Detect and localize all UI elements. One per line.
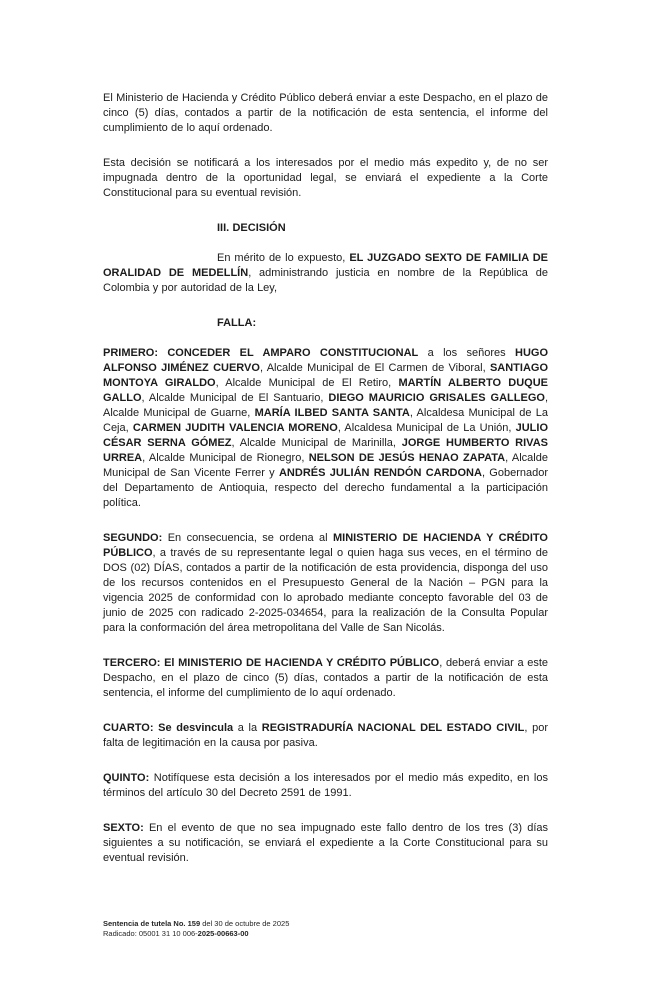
paragraph-quinto: QUINTO: Notifíquese esta decisión a los interesados por el medio más expedito, en los términos del artículo 30 del Decreto 2591 de 1991. — [103, 772, 548, 799]
heading-falla: FALLA: — [217, 317, 257, 329]
footer-radicado-line: Radicado: 05001 31 10 006-2025-00663-00 — [103, 929, 249, 938]
footer-sentencia-line: Sentencia de tutela No. 159 del 30 de octubre de 2025 — [103, 919, 290, 928]
paragraph-segundo: SEGUNDO: En consecuencia, se ordena al MINISTERIO DE HACIENDA Y CRÉDITO PÚBLICO, a través de su representante legal o quien haga sus veces, en el término de DOS (02) DÍAS, contados a partir de la notificación de esta providencia, disponga del uso de los recursos contenidos en el Presupuesto General de la Nación – PGN para la vigencia 2025 de conformidad con lo aprobado mediante concepto favorable del 03 de junio de 2025 con radicado 2-2025-034654, para la realización de la Consulta Popular para la conformación del área metropolitana del Valle de San Nicolás. — [103, 532, 548, 634]
paragraph-sexto: SEXTO: En el evento de que no sea impugnado este fallo dentro de los tres (3) días siguientes a su notificación, se enviará el expediente a la Corte Constitucional para su eventual revisión. — [103, 822, 548, 864]
document-body — [103, 91, 548, 886]
paragraph-cuarto: CUARTO: Se desvincula a la REGISTRADURÍA NACIONAL DEL ESTADO CIVIL, por falta de legitimación en la causa por pasiva. — [103, 722, 548, 749]
page-footer — [103, 919, 548, 939]
paragraph-notificacion-interesados: Esta decisión se notificará a los interesados por el medio más expedito y, de no ser impugnada dentro de la oportunidad legal, se enviará el expediente a la Corte Constitucional para su eventual revisión. — [103, 157, 548, 199]
heading-iii-decision: III. DECISIÓN — [217, 222, 286, 234]
paragraph-informe-cumplimiento: El Ministerio de Hacienda y Crédito Público deberá enviar a este Despacho, en el plazo de cinco (5) días, contados a partir de la notificación de esta sentencia, el informe del cumplimiento de lo aquí ordenado. — [103, 92, 548, 134]
paragraph-en-merito: En mérito de lo expuesto, EL JUZGADO SEXTO DE FAMILIA DE ORALIDAD DE MEDELLÍN, administrando justicia en nombre de la República de Colombia y por autoridad de la Ley, — [103, 252, 549, 294]
paragraph-primero: PRIMERO: CONCEDER EL AMPARO CONSTITUCIONAL a los señores HUGO ALFONSO JIMÉNEZ CUERVO, Alcalde Municipal de El Carmen de Viboral, SANTIAGO MONTOYA GIRALDO, Alcalde Municipal de El Retiro, MARTÍN ALBERTO DUQUE GALLO, Alcalde Municipal de El Santuario, DIEGO MAURICIO GRISALES GALLEGO, Alcalde Municipal de Guarne, MARÍA ILBED SANTA SANTA, Alcaldesa Municipal de La Ceja, CARMEN JUDITH VALENCIA MORENO, Alcaldesa Municipal de La Unión, JULIO CÉSAR SERNA GÓMEZ, Alcalde Municipal de Marinilla, JORGE HUMBERTO RIVAS URREA, Alcalde Municipal de Rionegro, NELSON DE JESÚS HENAO ZAPATA, Alcalde Municipal de San Vicente Ferrer y ANDRÉS JULIÁN RENDÓN CARDONA, Gobernador del Departamento de Antioquia, respecto del derecho fundamental a la participación política. — [103, 347, 549, 509]
paragraph-tercero: TERCERO: El MINISTERIO DE HACIENDA Y CRÉDITO PÚBLICO, deberá enviar a este Despacho, en el plazo de cinco (5) días, contados a partir de la notificación de esta sentencia, el informe del cumplimiento de lo aquí ordenado. — [103, 657, 549, 699]
